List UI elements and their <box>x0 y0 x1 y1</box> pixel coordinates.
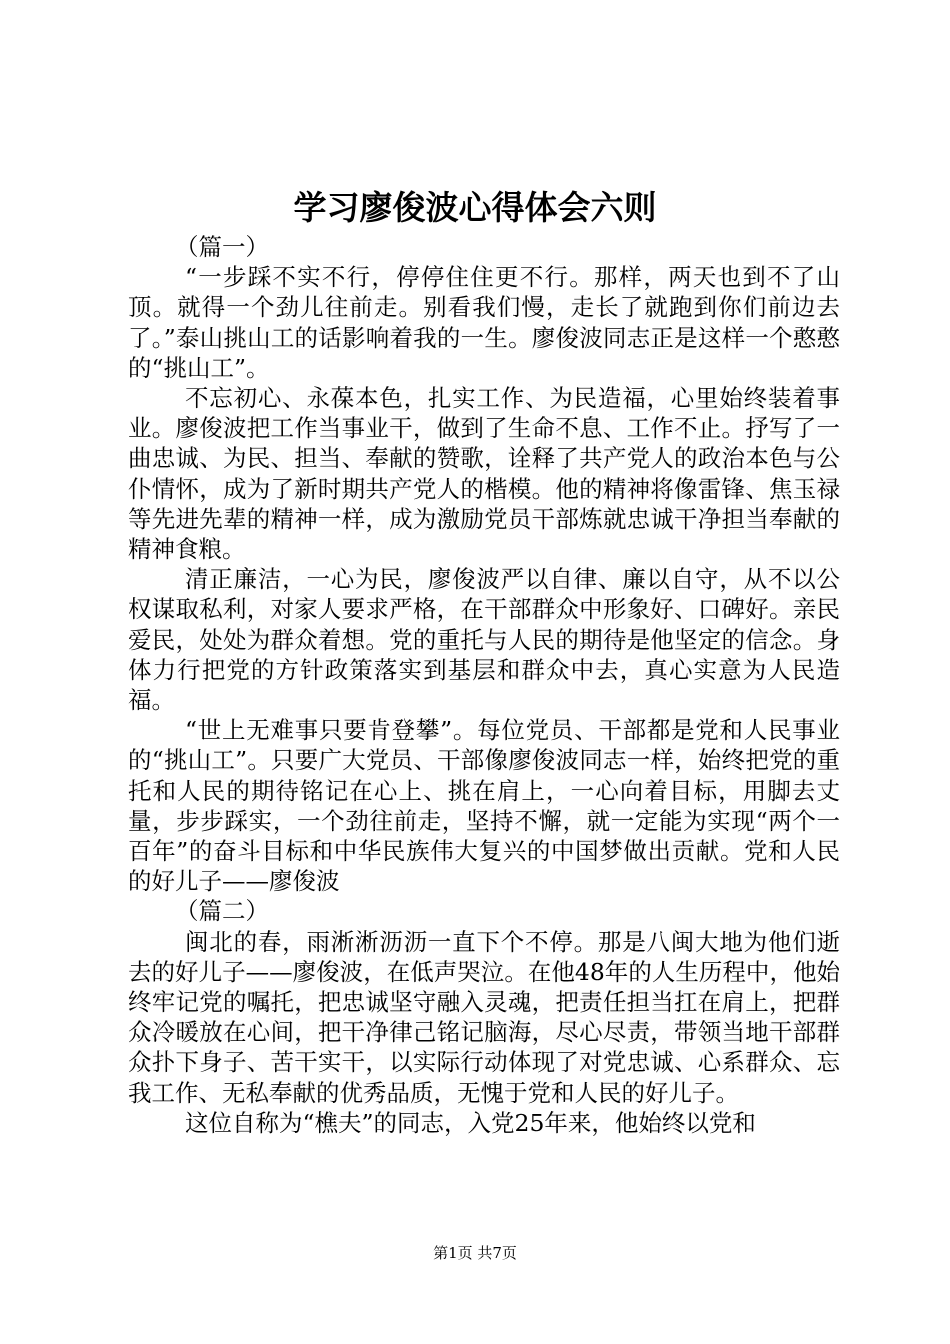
paragraph: 闽北的春，雨淅淅沥沥一直下个不停。那是八闽大地为他们逝去的好儿子——廖俊波，在低声哭泣。在他48年的人生历程中，他始终牢记党的嘱托，把忠诚坚守融入灵魂，把责任担当扛在肩上，把群众冷暖放在心间，把干净律己铭记脑海，尽心尽责，带领当地干部群众扑下身子、苦干实干，以实际行动体现了对党忠诚、心系群众、忘我工作、无私奉献的优秀品质，无愧于党和人民的好儿子。 <box>128 927 840 1107</box>
section-heading-1: （篇一） <box>175 233 269 261</box>
document-body <box>128 232 840 1138</box>
document-title: 学习廖俊波心得体会六则 <box>293 188 657 227</box>
paragraph: “一步踩不实不行，停停住住更不行。那样，两天也到不了山顶。就得一个劲儿往前走。别看我们慢，走长了就跑到你们前边去了。”泰山挑山工的话影响着我的一生。廖俊波同志正是这样一个憨憨的“挑山工”。 <box>128 263 840 382</box>
section-heading-2: （篇二） <box>175 897 269 926</box>
page-footer: 第1页 共7页 <box>433 1244 517 1262</box>
paragraph: “世上无难事只要肯登攀”。每位党员、干部都是党和人民事业的“挑山工”。只要广大党员、干部像廖俊波同志一样，始终把党的重托和人民的期待铭记在心上、挑在肩上，一心向着目标，用脚去丈量，步步踩实，一个劲往前走，坚持不懈，就一定能为实现“两个一百年”的奋斗目标和中华民族伟大复兴的中国梦做出贡献。党和人民的好儿子——廖俊波 <box>128 716 840 896</box>
paragraph: 不忘初心、永葆本色，扎实工作、为民造福，心里始终装着事业。廖俊波把工作当事业干，做到了生命不息、工作不止。抒写了一曲忠诚、为民、担当、奉献的赞歌，诠释了共产党人的政治本色与公仆情怀，成为了新时期共产党人的楷模。他的精神将像雷锋、焦玉禄等先进先辈的精神一样，成为激励党员干部炼就忠诚干净担当奉献的精神食粮。 <box>128 384 840 564</box>
paragraph: 这位自称为“樵夫”的同志，入党25年来，他始终以党和 <box>185 1108 756 1137</box>
paragraph: 清正廉洁，一心为民，廖俊波严以自律、廉以自守，从不以公权谋取私利，对家人要求严格，在干部群众中形象好、口碑好。亲民爱民，处处为群众着想。党的重托与人民的期待是他坚定的信念。身体力行把党的方针政策落实到基层和群众中去，真心实意为人民造福。 <box>128 565 840 715</box>
